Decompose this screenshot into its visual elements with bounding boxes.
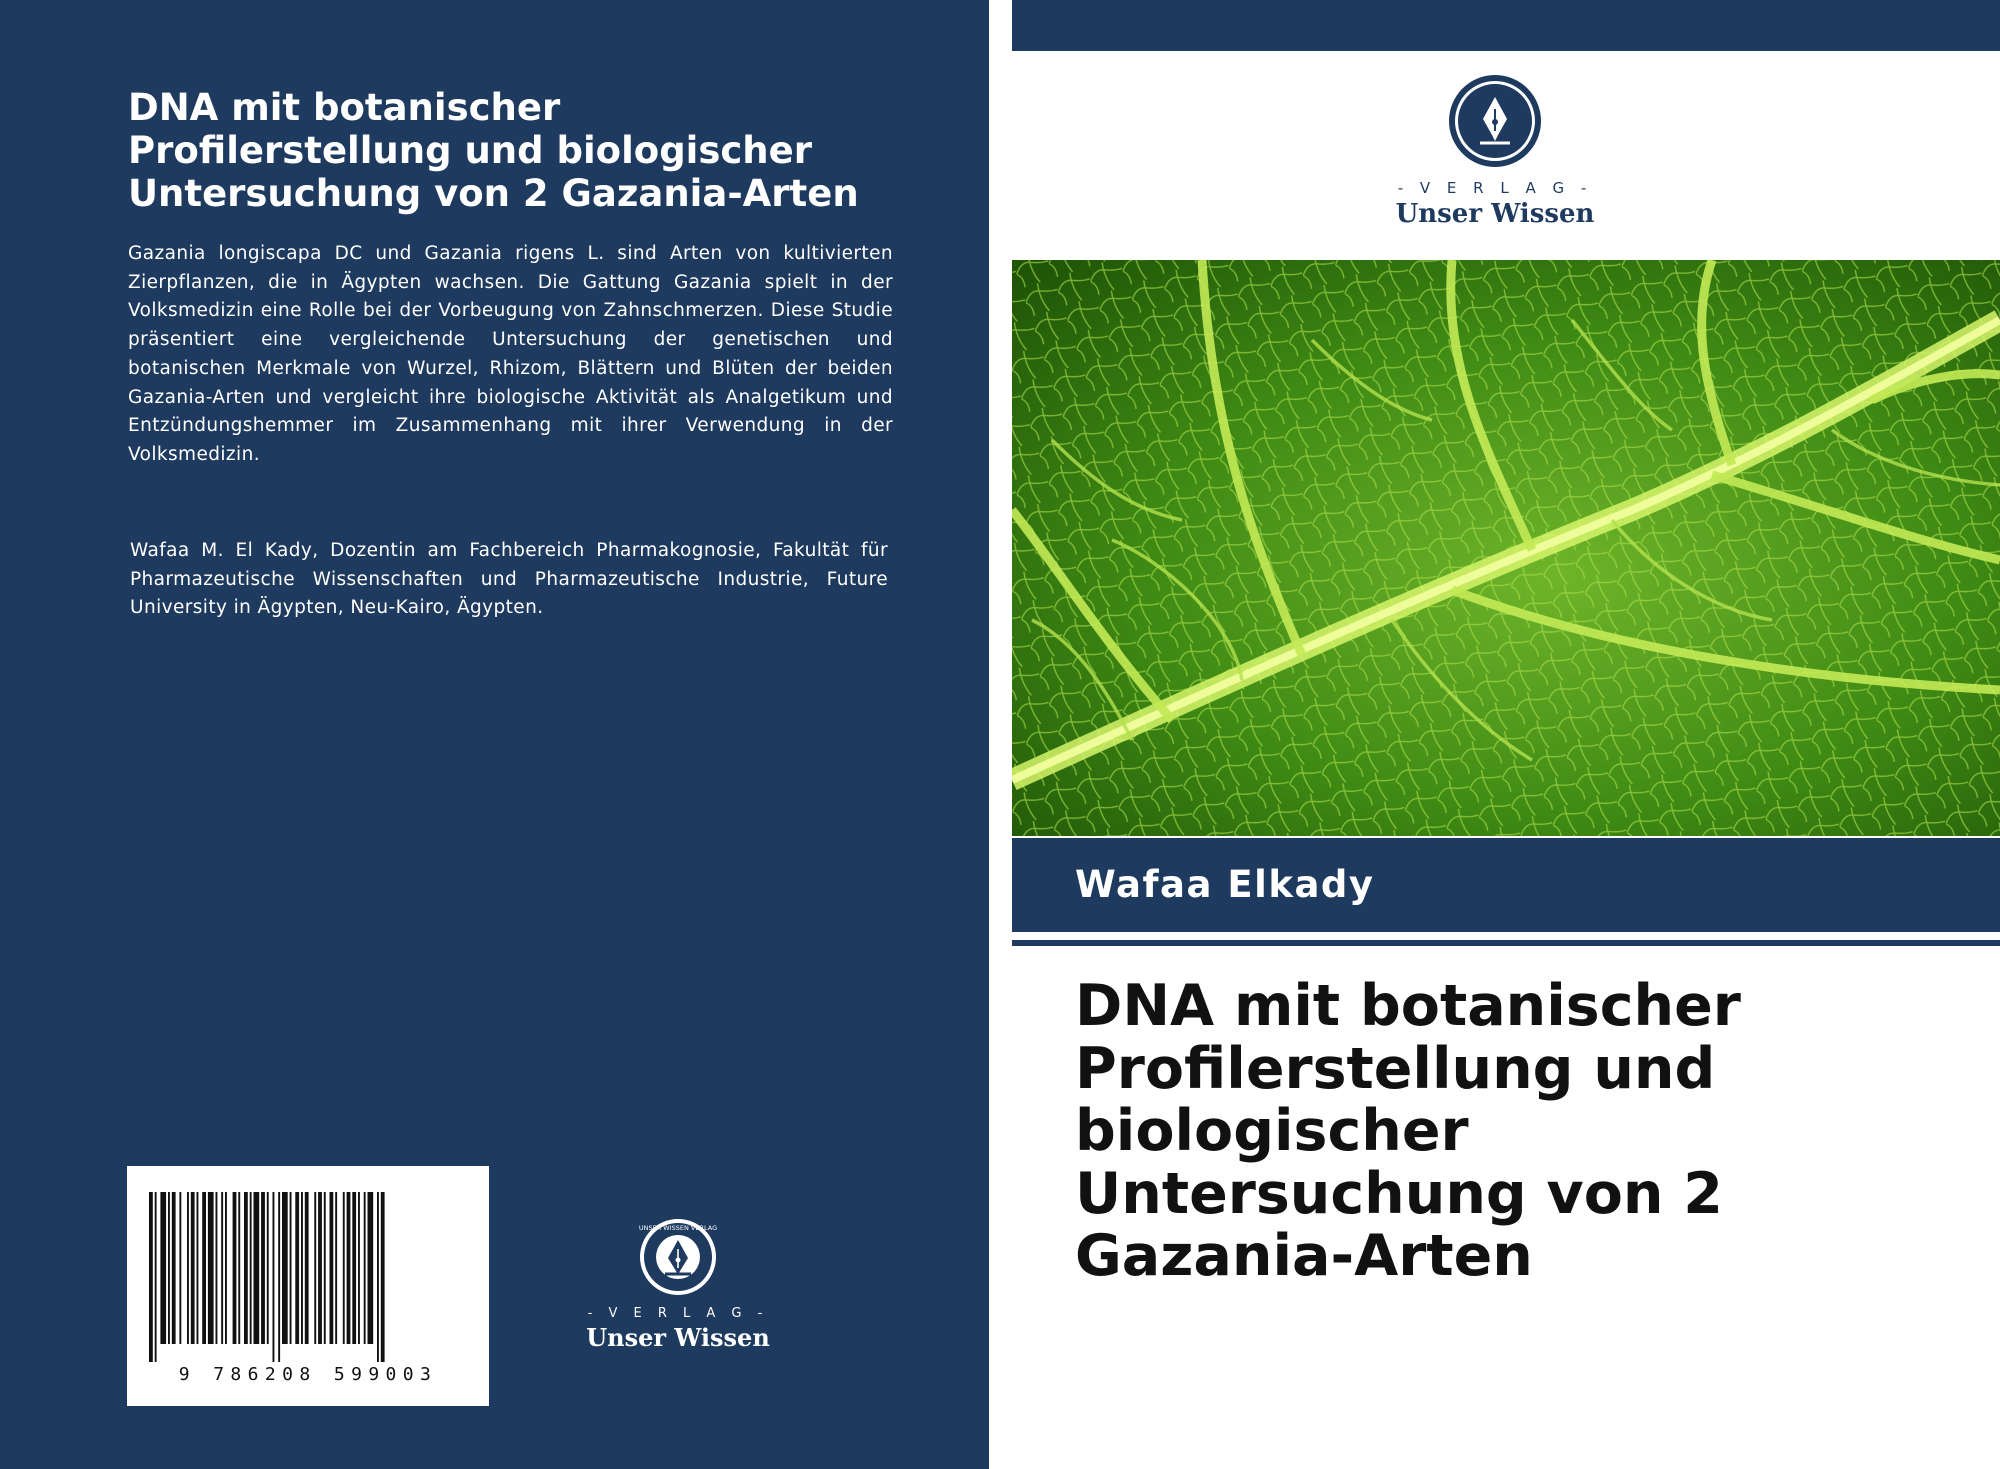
barcode-bar [324,1192,326,1344]
barcode-bar [364,1192,366,1344]
barcode-bar [278,1192,280,1362]
barcode-bar [273,1192,275,1362]
barcode-bar [168,1192,170,1344]
isbn-barcode [127,1166,489,1406]
barcode-bar [244,1192,248,1344]
front-title-line: biologischer [1075,1098,1469,1164]
barcode-bar [179,1192,181,1344]
author-band [1012,838,2000,932]
leaf-cover-image [1012,260,2000,836]
front-title-line: Gazania-Arten [1075,1223,1533,1289]
barcode-bar [149,1192,153,1362]
barcode-bar [358,1192,360,1344]
logo-verlag-text: - V E R L A G - [587,1306,769,1321]
barcode-bar [267,1192,269,1344]
publisher-logo-back [578,1216,778,1352]
barcode-bar [314,1192,316,1344]
barcode-bar [352,1192,356,1344]
front-title-line: Untersuchung von 2 [1075,1160,1723,1227]
logo-brand-text: Unser Wissen [1395,199,1595,229]
barcode-bar [318,1192,322,1344]
barcode-bar [155,1192,157,1362]
barcode-bar [221,1192,223,1344]
front-cover-title [1075,975,1955,1288]
barcode-bar [233,1192,237,1344]
divider-rule [1012,940,2000,946]
back-title-line: Profilerstellung und biologischer [128,129,812,172]
front-title-line: DNA mit botanischer [1075,973,1741,1039]
logo-verlag-text: - V E R L A G - [1397,179,1593,197]
back-cover-title [128,86,908,215]
barcode-bar [187,1192,189,1344]
logo-seal-text: UNSER WISSEN VERLAG [638,1224,718,1232]
barcode-bar [197,1192,199,1344]
back-title-line: DNA mit botanischer [128,86,561,129]
barcode-bar [290,1192,292,1344]
barcode-bar [368,1192,374,1344]
barcode-bar [381,1192,385,1362]
barcode-bar [238,1192,240,1344]
logo-brand-text: Unser Wissen [586,1323,770,1352]
barcode-bar [225,1192,227,1344]
publisher-logo-front [1390,73,1600,229]
barcode-bars [147,1192,469,1362]
barcode-bar [330,1192,334,1344]
barcode-bar [343,1192,345,1344]
barcode-bar [295,1192,299,1344]
barcode-bar [377,1192,379,1362]
author-name: Wafaa Elkady [1075,863,1375,906]
author-bio: Wafaa M. El Kady, Dozentin am Fachbereich Pharmakognosie, Fakultät für Pharmazeutische Wissenschaften und Pharmazeutische Industrie, Future University in Ägypten, Neu-Kairo, Ägypten. [130,540,888,619]
front-top-bar [1012,0,2000,51]
barcode-bar [301,1192,303,1344]
fountain-pen-nib-icon [637,1216,719,1298]
back-title-line: Untersuchung von 2 Gazania-Arten [128,172,859,215]
barcode-bar [335,1192,337,1344]
barcode-bar [305,1192,309,1344]
barcode-bar [282,1192,288,1344]
front-title-line: Profilerstellung und [1075,1035,1716,1102]
back-cover-blurb: Gazania longiscapa DC und Gazania rigens L. sind Arten von kultivierten Zierpflanzen, die in Ägypten wachsen. Die Gattung Gazania spielt in der Volksmedizin eine Rolle bei der Vorbeugung von Zahnschmerzen. Diese Studie präsentiert eine vergleichende Untersuchung der genetischen und botanischen Merkmale von Wurzel, Rhizom, Blättern und Blüten der beiden Gazania-Arten und vergleicht ihre biologische Aktivität als Analgetikum und Entzündungshemmer im Zusammenhang mit ihrer Verwendung in der Volksmedizin. [128,243,893,465]
barcode-bar [261,1192,265,1344]
barcode-bar [347,1192,351,1344]
barcode-bar [250,1192,252,1344]
barcode-bar [172,1192,176,1344]
barcode-bar [254,1192,260,1344]
fountain-pen-nib-icon [1447,73,1543,169]
isbn-number: 9 786208 599003 [178,1364,438,1385]
barcode-bar [208,1192,214,1344]
barcode-bar [202,1192,206,1344]
leaf-illustration [1012,260,2000,836]
barcode-bar [160,1192,166,1344]
barcode-bar [191,1192,195,1344]
barcode-bar [216,1192,218,1344]
back-cover [0,0,989,1469]
